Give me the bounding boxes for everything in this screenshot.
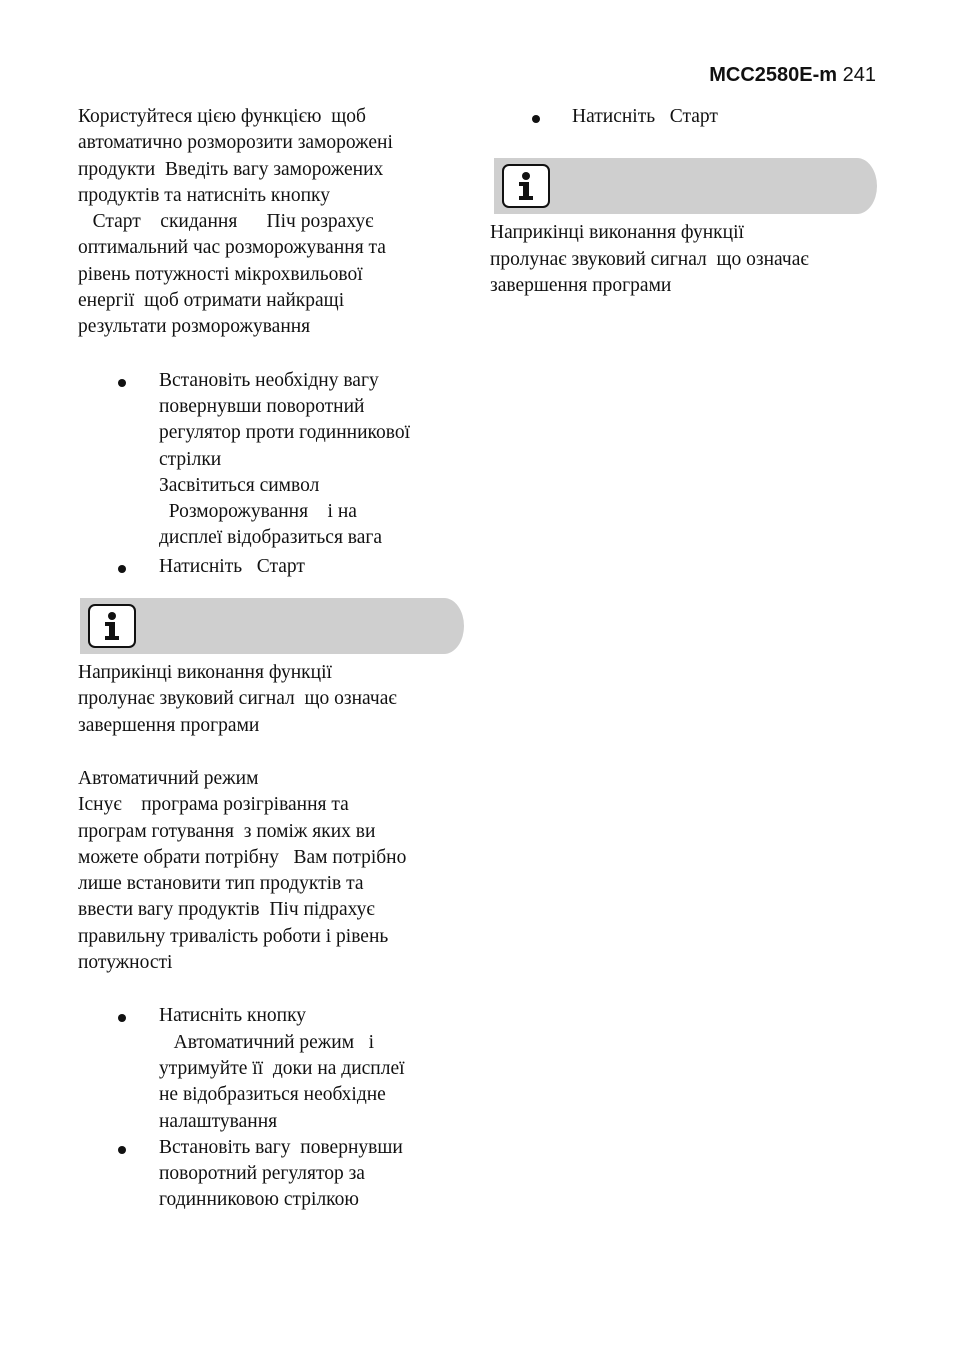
defrost-steps bbox=[78, 368, 470, 580]
start-step bbox=[490, 104, 880, 130]
info-note-bar bbox=[494, 158, 877, 214]
bullet-icon bbox=[118, 1014, 126, 1022]
list-item: Встановіть необхідну вагу повернувши поворотний регулятор проти годинникової стрілки Засвітиться символ Розморожування і на дисплеї відобразиться вага bbox=[78, 368, 470, 552]
note-text: Наприкінці виконання функції пролунає звуковий сигнал що означає завершення програми bbox=[78, 662, 397, 736]
list-item: Натисніть Старт bbox=[78, 554, 470, 580]
page-number: 241 bbox=[842, 64, 876, 86]
bullet-icon bbox=[118, 565, 126, 573]
info-note-bar bbox=[80, 598, 464, 654]
info-icon bbox=[88, 604, 136, 648]
left-column bbox=[78, 104, 470, 1214]
bullet-icon bbox=[118, 379, 126, 387]
note-text: Наприкінці виконання функції пролунає звуковий сигнал що означає завершення програми bbox=[490, 222, 809, 296]
list-item: Натисніть Старт bbox=[490, 104, 880, 130]
auto-mode-text: Існує програма розігрівання та програм готування з поміж яких ви можете обрати потрібну Вам потрібно лише встановити тип продуктів та ввести вагу продуктів Піч підрахує правильну тривалість роботи і рівень потужності bbox=[78, 794, 407, 974]
bullet-icon bbox=[532, 115, 540, 123]
auto-mode-steps bbox=[78, 1003, 470, 1213]
bullet-icon bbox=[118, 1146, 126, 1154]
list-item: Натисніть кнопку Автоматичний режим і утримуйте її доки на дисплеї не відобразиться необхідне налаштування bbox=[78, 1003, 470, 1134]
page-header bbox=[709, 64, 876, 87]
auto-mode-title: Автоматичний режим bbox=[78, 767, 259, 789]
model-name: MCC2580E-m bbox=[709, 64, 838, 86]
list-item: Встановіть вагу повернувши поворотний регулятор за годинниковою стрілкою bbox=[78, 1135, 470, 1214]
info-icon bbox=[502, 164, 550, 208]
right-column bbox=[490, 104, 880, 299]
defrost-intro: Користуйтеся цією функцією щоб автоматично розморозити заморожені продукти Введіть вагу заморожених продуктів та натисніть кнопку Старт скидання Піч розрахує оптимальний час розморожування та рівень потужності мікрохвильової енергії щоб отримати найкращі результати розморожування bbox=[78, 106, 393, 338]
